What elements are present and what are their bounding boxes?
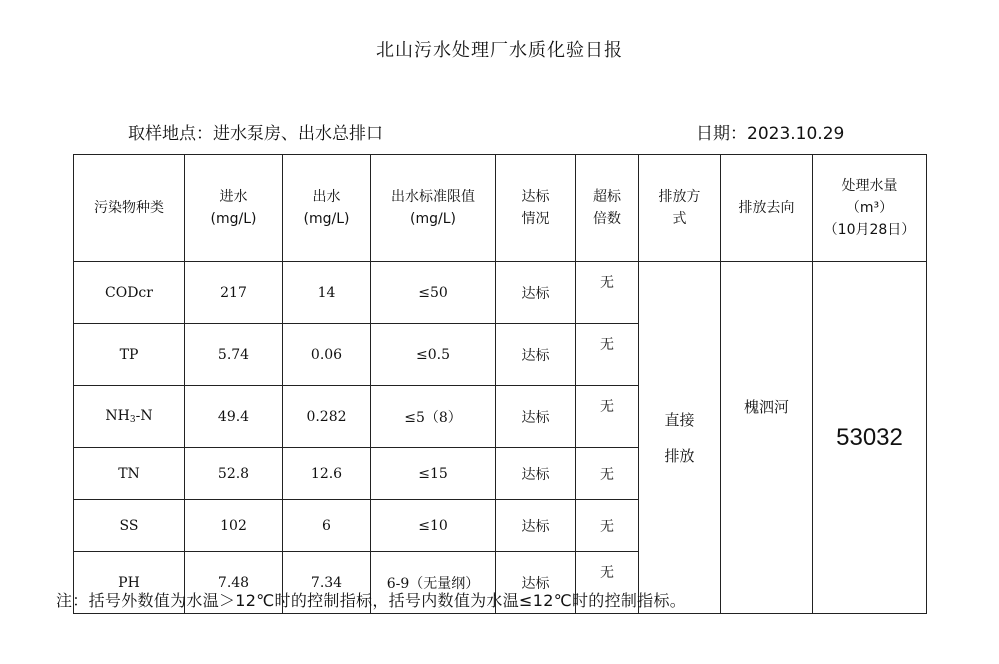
inflow-value: 5.74 [185,324,283,386]
outflow-value: 7.34 [283,552,371,614]
treated-volume: 53032 [813,262,927,614]
pollutant-name: $NH_3-N$ [74,386,185,448]
water-quality-table [73,154,927,614]
compliance-status: 达标 [496,324,576,386]
compliance-status: 达标 [496,500,576,552]
pollutant-name: TP [74,324,185,386]
header-exceed: 超标 倍数 [576,155,639,262]
compliance-status: 达标 [496,262,576,324]
pollutant-name: SS [74,500,185,552]
footnote: 注：括号外数值为水温＞12℃时的控制指标，括号内数值为水温≤12℃时的控制指标。 [56,591,687,610]
inflow-value: 102 [185,500,283,552]
pollutant-name: TN [74,448,185,500]
limit-value: ≤5（8） [371,386,496,448]
outflow-value: 0.06 [283,324,371,386]
table-row [74,262,927,324]
header-outflow: 出水 (mg/L) [283,155,371,262]
header-inflow: 进水 (mg/L) [185,155,283,262]
header-volume: 处理水量 （m³） （10月28日） [813,155,927,262]
inflow-value: 7.48 [185,552,283,614]
limit-value: ≤0.5 [371,324,496,386]
exceed-multiple: 无 [576,552,639,614]
discharge-destination: 槐泗河 [721,262,813,614]
report-title: 北山污水处理厂水质化验日报 [376,40,623,61]
outflow-value: 0.282 [283,386,371,448]
sample-location: 取样地点：进水泵房、出水总排口 [128,124,383,144]
compliance-status: 达标 [496,552,576,614]
limit-value: 6-9（无量纲） [371,552,496,614]
compliance-status: 达标 [496,386,576,448]
discharge-method: 直接 排放 [639,262,721,614]
limit-value: ≤10 [371,500,496,552]
inflow-value: 217 [185,262,283,324]
outflow-value: 14 [283,262,371,324]
limit-value: ≤50 [371,262,496,324]
header-row [74,155,927,262]
outflow-value: 12.6 [283,448,371,500]
inflow-value: 49.4 [185,386,283,448]
header-compliance: 达标 情况 [496,155,576,262]
header-discharge-method: 排放方 式 [639,155,721,262]
header-pollutant: 污染物种类 [74,155,185,262]
compliance-status: 达标 [496,448,576,500]
pollutant-name: CODcr [74,262,185,324]
exceed-multiple: 无 [576,500,639,552]
header-limit: 出水标准限值 (mg/L) [371,155,496,262]
exceed-multiple: 无 [576,386,639,448]
header-discharge-dest: 排放去向 [721,155,813,262]
inflow-value: 52.8 [185,448,283,500]
exceed-multiple: 无 [576,448,639,500]
outflow-value: 6 [283,500,371,552]
report-date: 日期：2023.10.29 [696,124,845,144]
limit-value: ≤15 [371,448,496,500]
exceed-multiple: 无 [576,324,639,386]
pollutant-name: PH [74,552,185,614]
exceed-multiple: 无 [576,262,639,324]
